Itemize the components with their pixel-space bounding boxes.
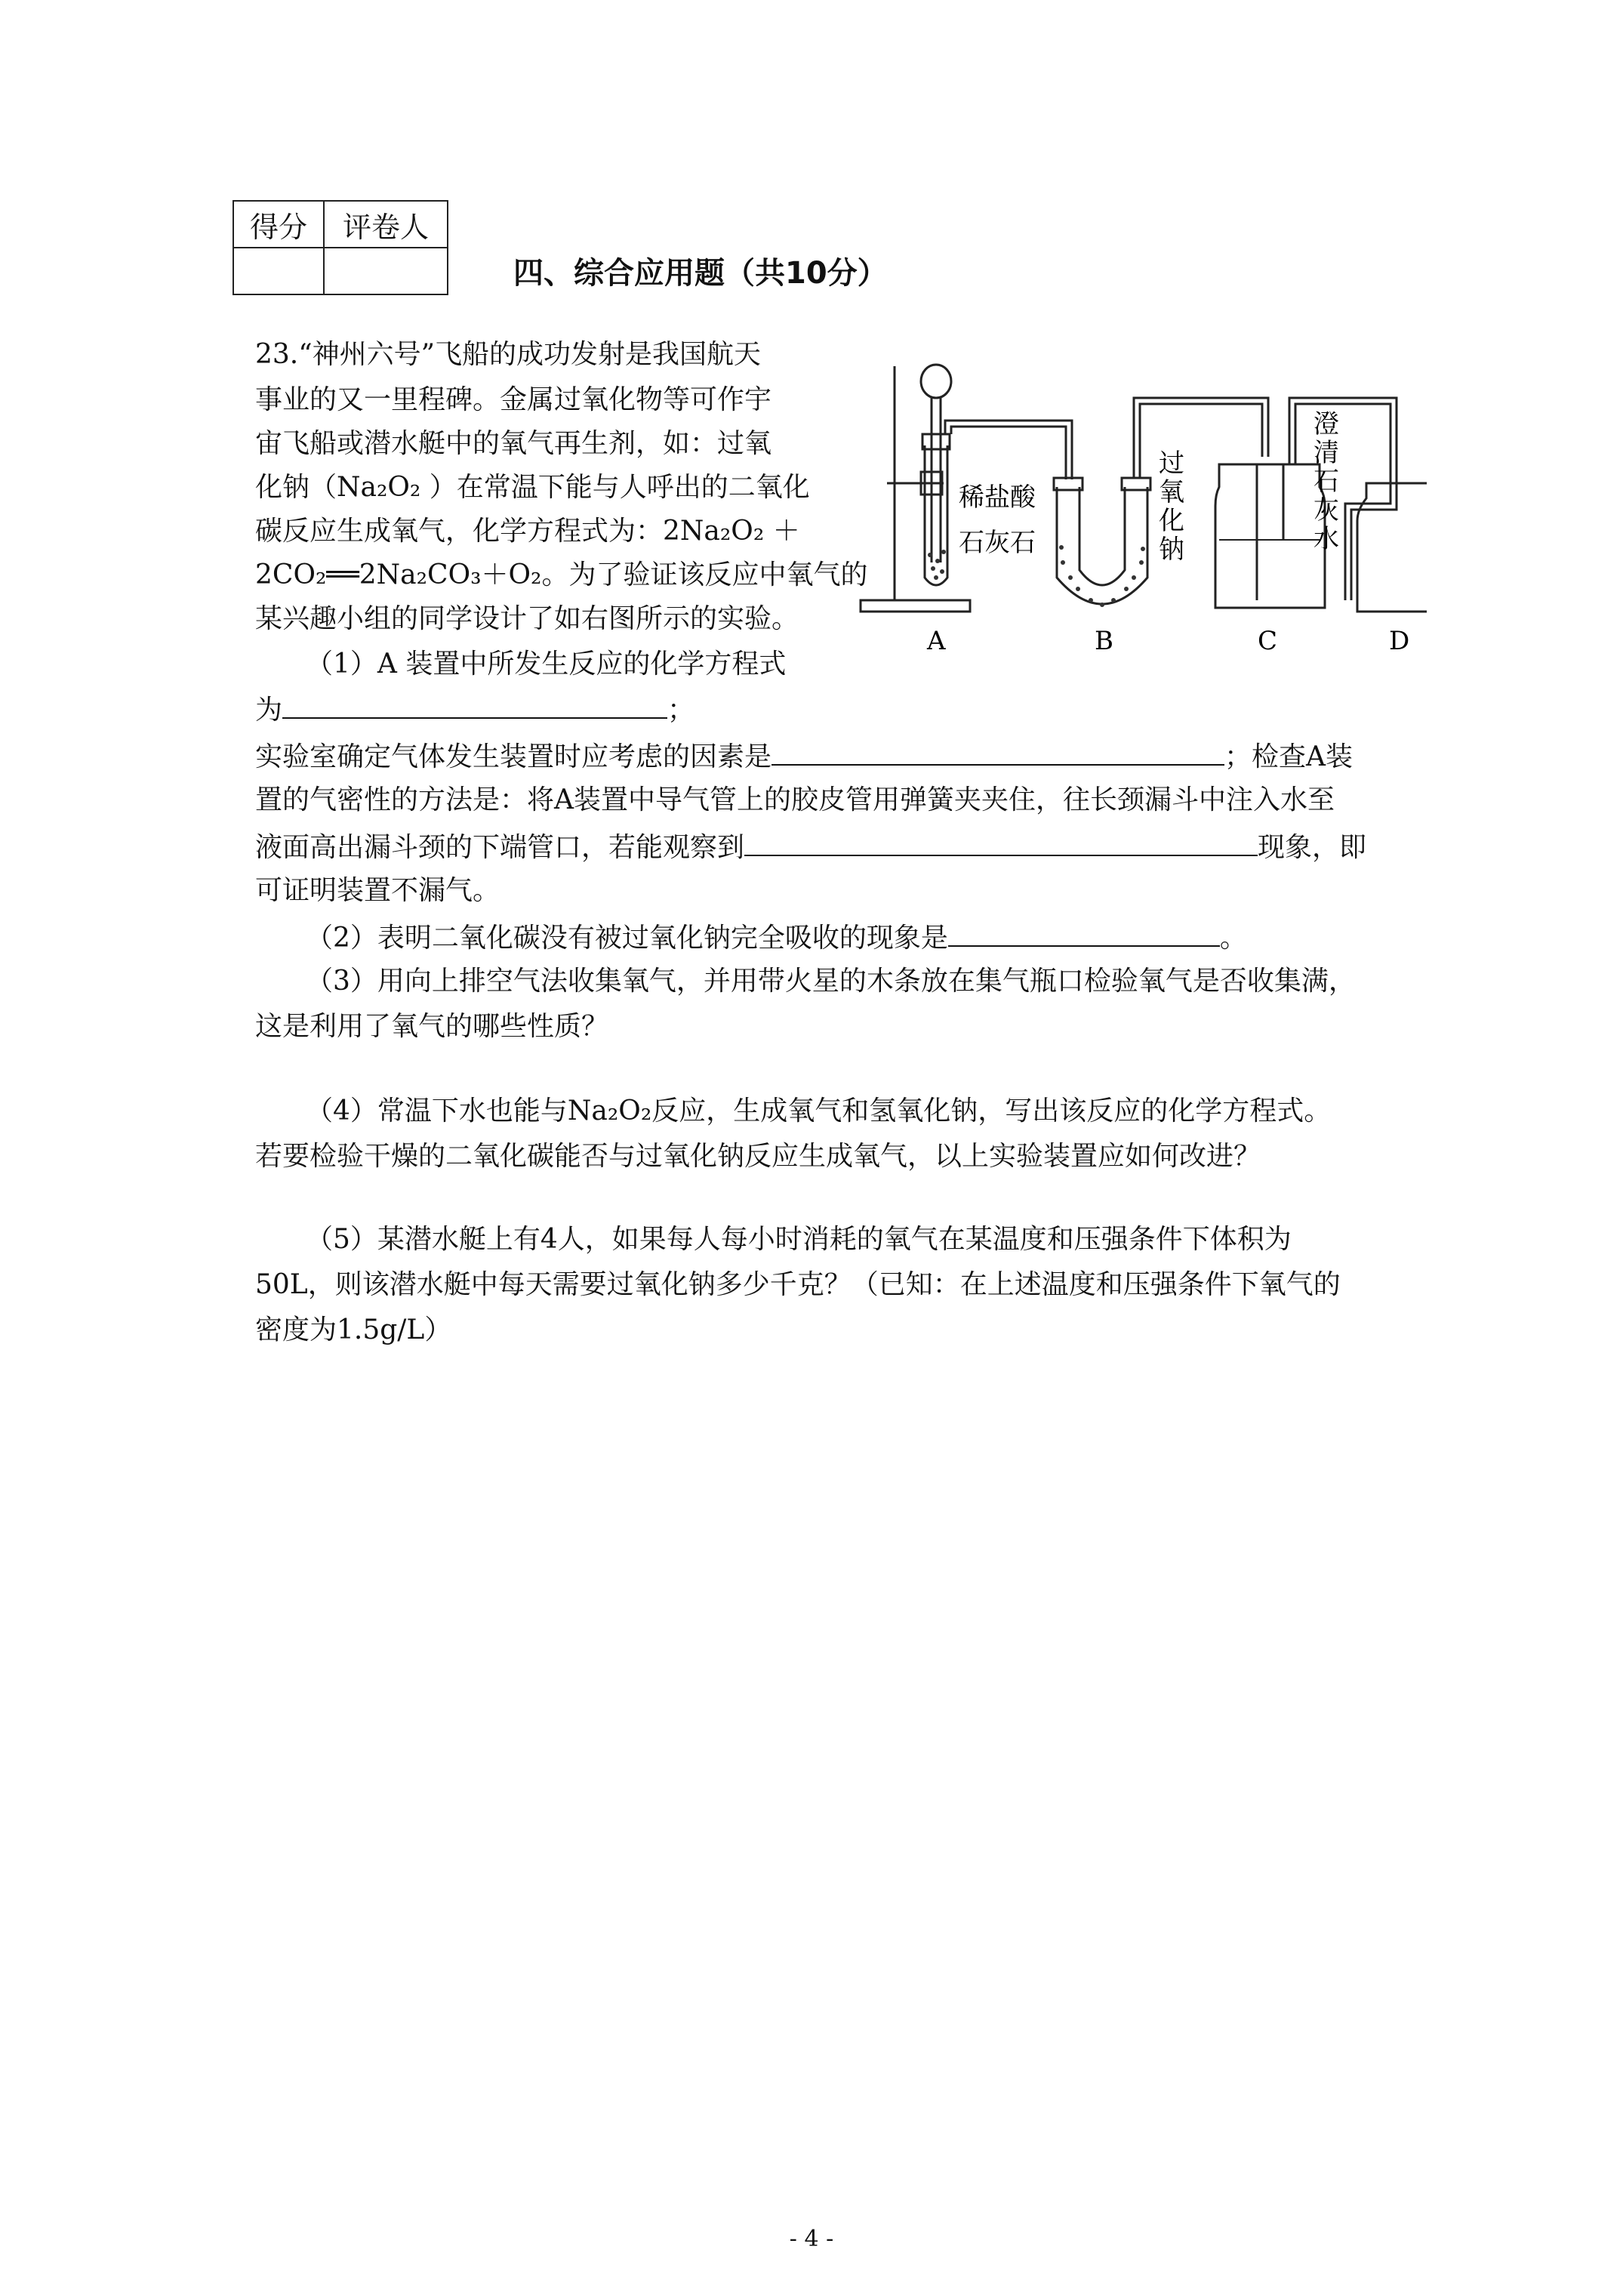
section-title: 四、综合应用题（共10分）: [513, 256, 888, 291]
part1-line-3-prefix: 实验室确定气体发生装置时应考虑的因素是: [255, 741, 772, 772]
score-table: [233, 200, 448, 295]
label-peroxide-3: 化: [1159, 506, 1184, 536]
label-peroxide-4: 钠: [1159, 535, 1184, 565]
part1-line-2-prefix: 为: [255, 695, 283, 726]
intro-line-3: 宙飞船或潜水艇中的氧气再生剂，如：过氧: [255, 428, 772, 459]
part1-line-4: 置的气密性的方法是：将A装置中导气管上的胶皮管用弹簧夹夹住，往长颈漏斗中注入水至: [255, 784, 1335, 815]
label-peroxide-2: 氧: [1159, 477, 1184, 507]
u-tube-b: [1057, 487, 1147, 604]
score-cell[interactable]: [233, 248, 324, 294]
label-dilute-hcl: 稀盐酸: [959, 482, 1036, 513]
label-limewater-2: 清: [1313, 438, 1339, 468]
label-b: B: [1095, 626, 1113, 656]
grader-cell[interactable]: [324, 248, 448, 294]
score-header: 得分: [233, 201, 324, 248]
part3-line-1: （3）用向上排空气法收集氧气，并用带火星的木条放在集气瓶口检验氧气是否收集满，: [306, 966, 1356, 997]
thistle-funnel-bulb: [921, 365, 951, 398]
answer-blank-phenomenon[interactable]: [948, 920, 1220, 947]
part3-line-2: 这是利用了氧气的哪些性质？: [255, 1011, 609, 1042]
part1-line-6: 可证明装置不漏气。: [255, 875, 500, 906]
intro-line-7: 某兴趣小组的同学设计了如右图所示的实验。: [255, 603, 799, 634]
intro-line-6: 2CO₂══2Na₂CO₃＋O₂。为了验证该反应中氧气的: [255, 559, 868, 590]
label-limewater-3: 石: [1313, 467, 1339, 497]
part1-line-2: [255, 692, 694, 727]
intro-line-5: 碳反应生成氧气，化学方程式为：2Na₂O₂ ＋: [255, 516, 800, 547]
intro-line-2: 事业的又一里程碑。金属过氧化物等可作宇: [255, 384, 772, 415]
label-limewater-5: 水: [1313, 524, 1339, 554]
bottle-c: [1215, 464, 1325, 608]
part1-line-2-suffix: ；: [667, 695, 695, 726]
answer-blank-factors[interactable]: [771, 738, 1224, 766]
stopper-a: [922, 434, 950, 449]
part2-prefix: （2）表明二氧化碳没有被过氧化钠完全吸收的现象是: [306, 923, 948, 954]
grader-header: 评卷人: [324, 201, 448, 248]
label-a: A: [927, 626, 946, 656]
part2-line: [306, 920, 1247, 955]
stand-base: [861, 600, 970, 612]
answer-blank-equation[interactable]: [282, 692, 667, 719]
part4-line-1: （4）常温下水也能与Na₂O₂反应，生成氧气和氢氧化钠，写出该反应的化学方程式。: [306, 1096, 1332, 1126]
part4-line-2: 若要检验干燥的二氧化碳能否与过氧化钠反应生成氧气，以上实验装置应如何改进？: [255, 1141, 1261, 1172]
tube-a-b: [945, 421, 1072, 479]
label-peroxide-1: 过: [1159, 448, 1184, 479]
intro-line-4: 化钠（Na₂O₂ ）在常温下能与人呼出的二氧化: [255, 472, 810, 503]
label-limewater-4: 灰: [1313, 495, 1339, 525]
label-limestone: 石灰石: [959, 528, 1036, 558]
part5-line-3: 密度为1.5g/L）: [255, 1314, 452, 1345]
part5-line-2: 50L，则该潜水艇中每天需要过氧化钠多少千克？（已知：在上述温度和压强条件下氧气的: [255, 1269, 1341, 1300]
label-c: C: [1258, 626, 1278, 656]
intro-line-1: 23.“神州六号”飞船的成功发射是我国航天: [255, 339, 762, 370]
part1-line-3: [255, 738, 1353, 774]
tube-c-d: [1289, 398, 1397, 600]
part1-line-5: [255, 829, 1366, 864]
label-limewater-1: 澄: [1313, 409, 1339, 439]
part1-line-5-prefix: 液面高出漏斗颈的下端管口，若能观察到: [255, 832, 745, 863]
page-number: - 4 -: [789, 2226, 834, 2252]
part2-suffix: 。: [1219, 923, 1247, 954]
tube-b-c: [1134, 398, 1268, 478]
apparatus-figure: [838, 351, 1427, 668]
part1-line-1: （1）A 装置中所发生反应的化学方程式: [306, 649, 787, 680]
part1-line-5-suffix: 现象，即: [1258, 832, 1367, 863]
part1-line-3-suffix: ；检查A装: [1224, 741, 1354, 772]
part5-line-1: （5）某潜水艇上有4人，如果每人每小时消耗的氧气在某温度和压强条件下体积为: [306, 1224, 1292, 1255]
label-d: D: [1389, 626, 1410, 656]
test-tube-a: [925, 445, 947, 585]
answer-blank-observation[interactable]: [744, 829, 1258, 856]
